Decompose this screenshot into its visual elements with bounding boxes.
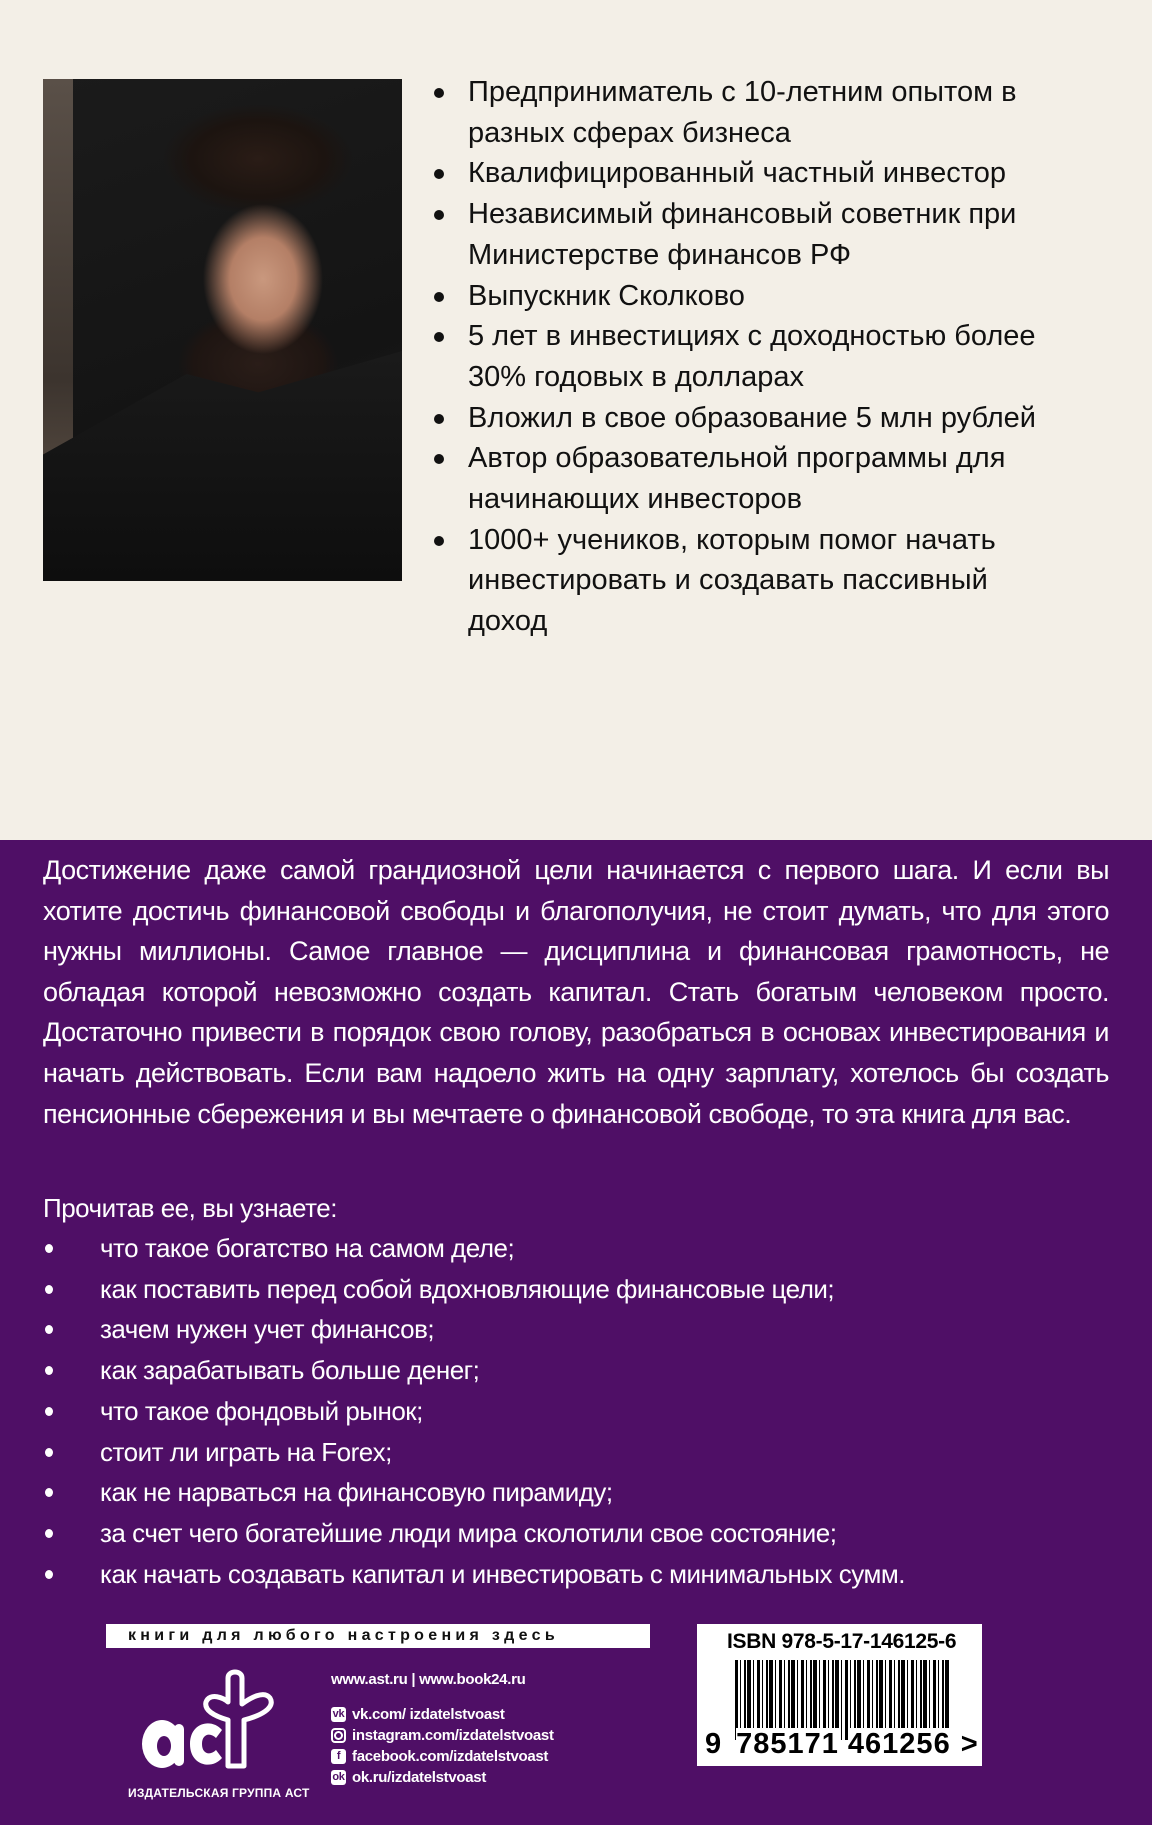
publisher-logo	[120, 1668, 310, 1808]
learn-item: стоит ли играть на Forex;	[43, 1432, 1109, 1473]
bio-item: Выпускник Сколково	[430, 276, 1050, 317]
ast-logo-icon	[140, 1668, 280, 1778]
learn-intro: Прочитав ее, вы узнаете:	[43, 1193, 337, 1223]
bio-item: 5 лет в инвестициях с доходностью более 30% годовых в долларах	[430, 316, 1050, 397]
learn-item: как не нарваться на финансовую пирамиду;	[43, 1472, 1109, 1513]
social-links-list	[331, 1704, 631, 1788]
bullet-icon	[45, 1448, 53, 1457]
learn-item: что такое фондовый рынок;	[43, 1391, 1109, 1432]
social-link-odnoklassniki[interactable]: ok ok.ru/izdatelstvoast	[332, 1769, 487, 1786]
publisher-links	[331, 1668, 631, 1788]
bullet-icon	[434, 292, 444, 302]
learn-item: за счет чего богатейшие люди мира сколотили свое состояние;	[43, 1513, 1109, 1554]
bullet-icon	[434, 414, 444, 424]
bullet-icon	[45, 1488, 53, 1497]
learn-item: как зарабатывать больше денег;	[43, 1350, 1109, 1391]
bullet-icon	[45, 1244, 53, 1253]
bullet-icon	[45, 1285, 53, 1294]
isbn-label: ISBN 978-5-17-146125-6	[727, 1630, 957, 1653]
learn-item: как поставить перед собой вдохновляющие финансовые цели;	[43, 1269, 1109, 1310]
social-link-vk[interactable]: vk vk.com/ izdatelstvoast	[332, 1706, 505, 1723]
bullet-icon	[45, 1570, 53, 1579]
social-link-facebook[interactable]: f facebook.com/izdatelstvoast	[331, 1746, 631, 1767]
bio-item: Независимый финансовый советник при Министерстве финансов РФ	[430, 194, 1050, 275]
bio-item: Предприниматель с 10-летним опытом в разных сферах бизнеса	[430, 72, 1050, 153]
bio-item: Квалифицированный частный инвестор	[430, 153, 1050, 194]
bio-item: Вложил в свое образование 5 млн рублей	[430, 398, 1050, 439]
learn-item: что такое богатство на самом деле;	[43, 1228, 1109, 1269]
publisher-websites[interactable]: www.ast.ru | www.book24.ru	[331, 1671, 526, 1688]
publisher-group-name: ИЗДАТЕЛЬСКАЯ ГРУППА АСТ	[128, 1786, 310, 1800]
bullet-icon	[45, 1366, 53, 1375]
photo-black-shirt	[43, 351, 402, 581]
description-section	[0, 840, 1152, 1825]
author-portrait-photo	[43, 79, 402, 581]
bullet-icon	[434, 169, 444, 179]
instagram-icon	[331, 1728, 346, 1743]
learn-list	[43, 1228, 1109, 1594]
bullet-icon	[434, 210, 444, 220]
bio-item: 1000+ учеников, которым помог начать инвестировать и создавать пассивный доход	[430, 520, 1050, 642]
social-link-instagram[interactable]: instagram.com/izdatelstvoast	[331, 1725, 631, 1746]
publisher-slogan-banner: книги для любого настроения здесь	[106, 1624, 650, 1648]
blurb-paragraph: Достижение даже самой грандиозной цели начинается с первого шага. И если вы хотите достичь финансовой свободы и благополучия, не стоит думать, что для этого нужны миллионы. Самое главное — дисциплина и финансовая грамотность, не обладая которой невозможно создать капитал. Стать богатым человеком просто. Достаточно привести в порядок свою голову, разобраться в основах инвестирования и начать действовать. Если вам надоело жить на одну зарплату, хотелось бы создать пенсионные сбережения и вы мечтаете о финансовой свободе, то эта книга для вас.	[43, 855, 1109, 1129]
barcode-digits: 9 785171 461256 >	[705, 1728, 979, 1760]
odnoklassniki-icon: ok	[332, 1771, 345, 1783]
bullet-icon	[434, 454, 444, 464]
bullet-icon	[45, 1407, 53, 1416]
vk-icon: vk	[332, 1708, 345, 1720]
author-section	[0, 0, 1152, 840]
bio-item: Автор образовательной программы для начинающих инвесторов	[430, 438, 1050, 519]
learn-item: как начать создавать капитал и инвестировать с минимальных сумм.	[43, 1554, 1109, 1595]
learn-item: зачем нужен учет финансов;	[43, 1309, 1109, 1350]
bullet-icon	[45, 1529, 53, 1538]
bullet-icon	[434, 332, 444, 342]
author-bio-list	[430, 72, 1050, 642]
facebook-icon: f	[331, 1749, 346, 1764]
bullet-icon	[434, 536, 444, 546]
bullet-icon	[45, 1325, 53, 1334]
bullet-icon	[434, 88, 444, 98]
isbn-barcode	[697, 1624, 982, 1766]
